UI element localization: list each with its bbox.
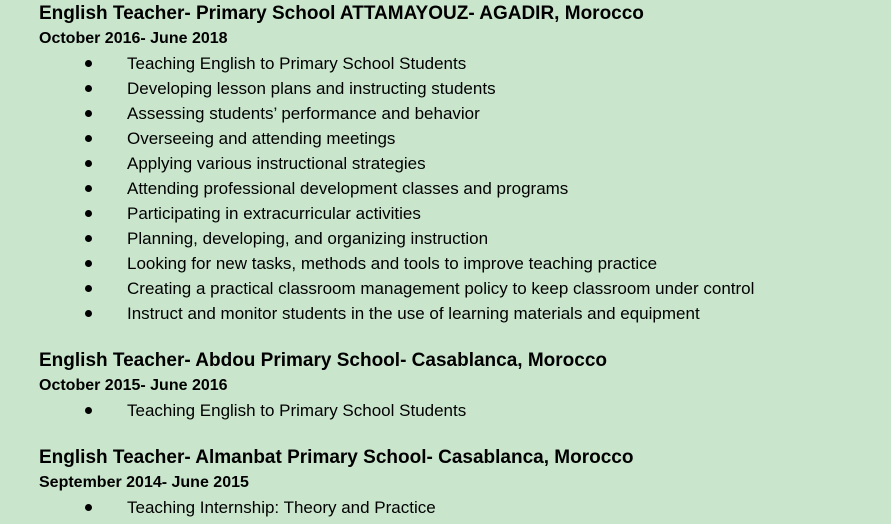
job-entry-almanbat [39, 446, 891, 520]
duty-text: Participating in extracurricular activities [127, 204, 421, 223]
job-dates: September 2014- June 2015 [39, 474, 249, 491]
bullet-icon [85, 210, 92, 217]
duty-item [39, 226, 891, 251]
duty-list [39, 51, 891, 326]
duty-text: Applying various instructional strategies [127, 154, 426, 173]
duty-item [39, 495, 891, 520]
bullet-icon [85, 160, 92, 167]
duty-text: Teaching English to Primary School Students [127, 401, 467, 420]
job-dates: October 2015- June 2016 [39, 377, 228, 394]
duty-item [39, 176, 891, 201]
duty-text: Developing lesson plans and instructing students [127, 79, 496, 98]
duty-item [39, 151, 891, 176]
duty-item [39, 126, 891, 151]
duty-text: Attending professional development classes and programs [127, 179, 569, 198]
job-title: English Teacher- Abdou Primary School- Casablanca, Morocco [39, 350, 608, 371]
duty-item [39, 301, 891, 326]
bullet-icon [85, 135, 92, 142]
bullet-icon [85, 235, 92, 242]
duty-item [39, 76, 891, 101]
duty-item [39, 251, 891, 276]
bullet-icon [85, 110, 92, 117]
bullet-icon [85, 310, 92, 317]
duty-item [39, 398, 891, 423]
job-dates: October 2016- June 2018 [39, 30, 228, 47]
duty-text: Creating a practical classroom management policy to keep classroom under control [127, 279, 755, 298]
duty-item [39, 276, 891, 301]
bullet-icon [85, 407, 92, 414]
duty-text: Instruct and monitor students in the use of learning materials and equipment [127, 304, 700, 323]
duty-item [39, 101, 891, 126]
bullet-icon [85, 60, 92, 67]
bullet-icon [85, 260, 92, 267]
bullet-icon [85, 185, 92, 192]
duty-list [39, 398, 891, 423]
duty-item [39, 51, 891, 76]
job-entry-attamayouz [39, 2, 891, 326]
duty-text: Teaching English to Primary School Students [127, 54, 467, 73]
duty-text: Planning, developing, and organizing instruction [127, 229, 489, 248]
duty-text: Overseeing and attending meetings [127, 129, 396, 148]
job-entry-abdou [39, 349, 891, 423]
job-title: English Teacher- Primary School ATTAMAYOUZ- AGADIR, Morocco [39, 3, 644, 24]
duty-text: Assessing students’ performance and behavior [127, 104, 480, 123]
bullet-icon [85, 285, 92, 292]
duty-text: Teaching Internship: Theory and Practice [127, 498, 436, 517]
bullet-icon [85, 85, 92, 92]
job-title: English Teacher- Almanbat Primary School- Casablanca, Morocco [39, 447, 634, 468]
duty-text: Looking for new tasks, methods and tools to improve teaching practice [127, 254, 658, 273]
bullet-icon [85, 504, 92, 511]
duty-item [39, 201, 891, 226]
duty-list [39, 495, 891, 520]
